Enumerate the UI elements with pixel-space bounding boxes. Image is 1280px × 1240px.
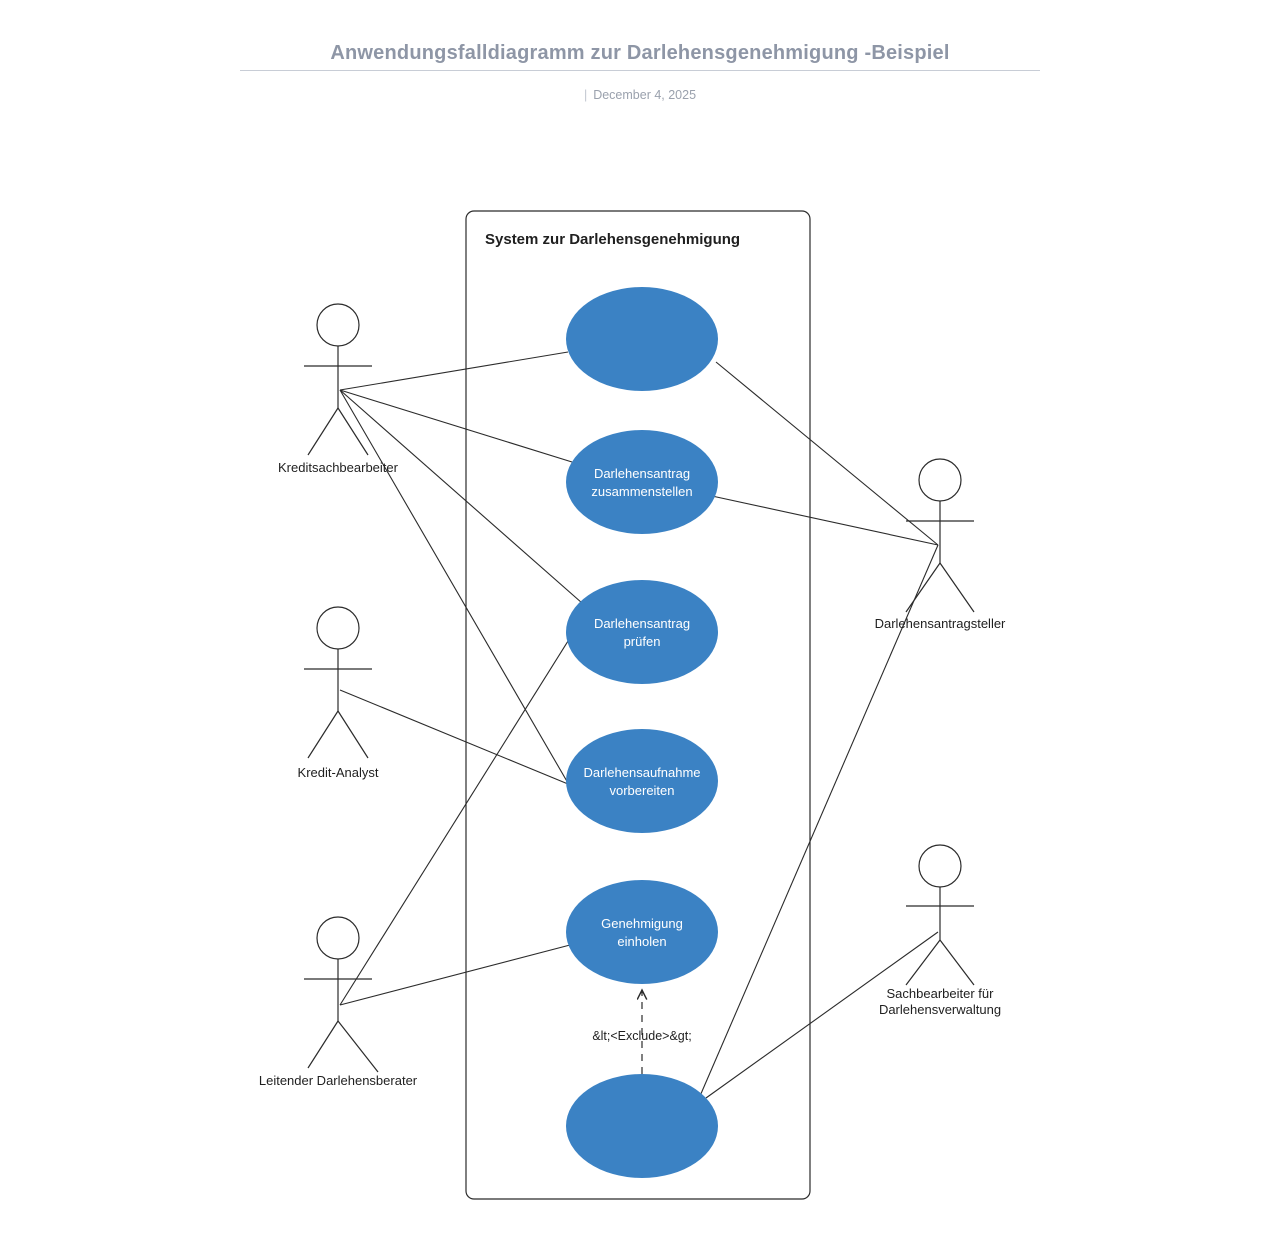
use-case-1[interactable] [566, 287, 718, 391]
use-case-label: Darlehensantrag [593, 616, 691, 631]
exclude-relationship [592, 990, 691, 1074]
actor-label-2: Darlehensverwaltung [878, 1002, 1002, 1017]
use-case-label-2: prüfen [623, 634, 661, 649]
association-line [340, 390, 572, 462]
relationship-label: &lt;<Exclude>&gt; [592, 1029, 692, 1043]
actor-label: Darlehensantragsteller [874, 616, 1006, 631]
use-case-5[interactable] [566, 880, 718, 984]
actor-label: Sachbearbeiter für [886, 986, 994, 1001]
actor-sachbearbeiter-darlehensverwaltung[interactable] [879, 845, 1001, 1017]
date-bar-glyph: | [583, 88, 588, 102]
association-line [712, 496, 938, 545]
use-case-6[interactable] [566, 1074, 718, 1178]
actor-label: Kreditsachbearbeiter [278, 460, 398, 475]
use-case-label-2: vorbereiten [609, 783, 675, 798]
page-title: Anwendungsfalldiagramm zur Darlehensgenehmigung -Beispiel [316, 42, 963, 65]
use-case-label-2: zusammenstellen [591, 484, 693, 499]
actor-label: Kredit-Analyst [297, 765, 379, 780]
use-case-label: Genehmigung [601, 916, 683, 931]
use-case-label-2: einholen [617, 934, 667, 949]
use-case-label: Darlehensaufnahme [583, 765, 701, 780]
use-case-3[interactable] [566, 580, 718, 684]
association-line [716, 362, 938, 545]
actor-kreditsachbearbeiter[interactable] [278, 304, 399, 475]
actor-kredit-analyst[interactable] [298, 607, 379, 780]
association-line [340, 352, 568, 390]
date-text: December 4, 2025 [593, 88, 697, 102]
use-case-4[interactable] [566, 729, 718, 833]
association-line [340, 590, 600, 1005]
boundary-label: System zur Darlehensgenehmigung [485, 231, 741, 248]
use-case-2[interactable] [566, 430, 718, 534]
association-line [340, 390, 582, 603]
actor-leitender-darlehensberater[interactable] [259, 917, 418, 1088]
actor-label: Leitender Darlehensberater [258, 1073, 418, 1088]
association-line [340, 390, 572, 790]
use-case-label: Darlehensantrag [593, 466, 691, 481]
actor-darlehensantragsteller[interactable] [875, 459, 1006, 631]
association-line [340, 945, 570, 1005]
